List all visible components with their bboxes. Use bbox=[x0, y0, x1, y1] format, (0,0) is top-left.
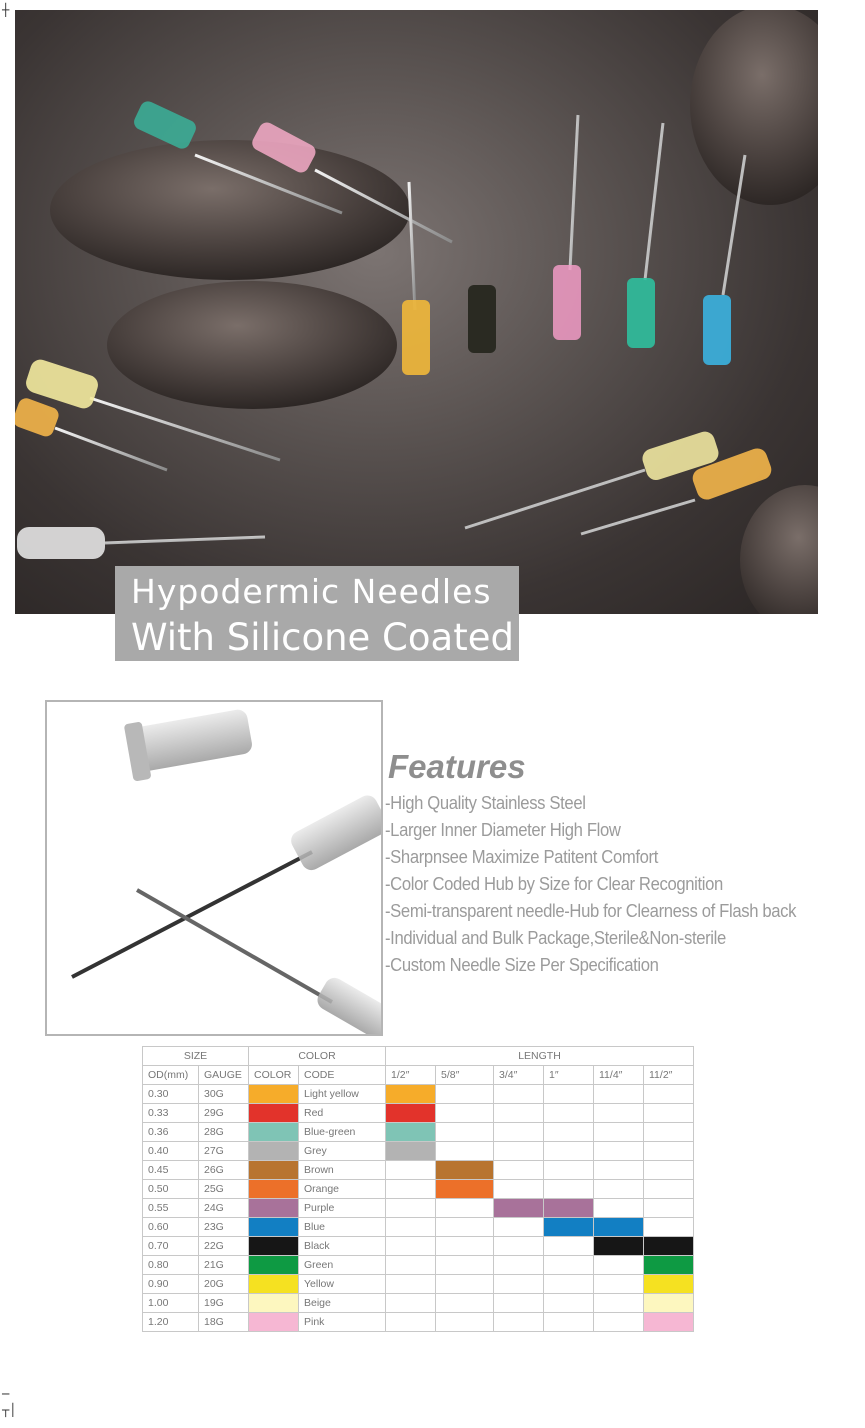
length-cell bbox=[436, 1275, 494, 1294]
table-row bbox=[143, 1256, 694, 1275]
color-code-cell: Orange bbox=[299, 1180, 386, 1199]
length-cell bbox=[594, 1161, 644, 1180]
color-swatch-cell bbox=[249, 1218, 299, 1237]
length-cell-filled bbox=[544, 1199, 594, 1218]
length-cell bbox=[494, 1085, 544, 1104]
product-title-line1: Hypodermic Needles bbox=[131, 572, 492, 611]
color-swatch-cell bbox=[249, 1237, 299, 1256]
color-swatch-cell bbox=[249, 1123, 299, 1142]
od-cell: 0.50 bbox=[143, 1180, 199, 1199]
column-header: 1″ bbox=[544, 1066, 594, 1085]
spec-table-body bbox=[143, 1085, 694, 1332]
table-row bbox=[143, 1104, 694, 1123]
length-cell bbox=[644, 1104, 694, 1123]
od-cell: 0.55 bbox=[143, 1199, 199, 1218]
length-cell bbox=[544, 1085, 594, 1104]
stone-middle bbox=[107, 281, 397, 409]
od-cell: 0.80 bbox=[143, 1256, 199, 1275]
length-cell bbox=[494, 1294, 544, 1313]
color-code-cell: Grey bbox=[299, 1142, 386, 1161]
length-cell bbox=[436, 1313, 494, 1332]
length-cell bbox=[494, 1142, 544, 1161]
color-swatch-cell bbox=[249, 1294, 299, 1313]
length-cell bbox=[544, 1294, 594, 1313]
length-cell bbox=[644, 1142, 694, 1161]
gauge-cell: 22G bbox=[199, 1237, 249, 1256]
needle-clear-shaft bbox=[105, 537, 265, 543]
length-cell bbox=[386, 1180, 436, 1199]
product-title-line2: With Silicone Coated bbox=[131, 616, 514, 659]
column-header: GAUGE bbox=[199, 1066, 249, 1085]
length-cell-filled bbox=[436, 1161, 494, 1180]
length-cell bbox=[594, 1180, 644, 1199]
color-code-cell: Green bbox=[299, 1256, 386, 1275]
color-code-cell: Red bbox=[299, 1104, 386, 1123]
length-cell bbox=[644, 1123, 694, 1142]
color-swatch-cell bbox=[249, 1085, 299, 1104]
length-cell bbox=[644, 1161, 694, 1180]
length-cell bbox=[544, 1104, 594, 1123]
table-row bbox=[143, 1142, 694, 1161]
feature-item: -High Quality Stainless Steel bbox=[385, 792, 586, 813]
column-header: 11/4″ bbox=[594, 1066, 644, 1085]
group-header-color: COLOR bbox=[249, 1047, 386, 1066]
table-row bbox=[143, 1275, 694, 1294]
gauge-cell: 18G bbox=[199, 1313, 249, 1332]
gauge-cell: 24G bbox=[199, 1199, 249, 1218]
length-cell bbox=[386, 1199, 436, 1218]
gauge-cell: 28G bbox=[199, 1123, 249, 1142]
features-list bbox=[385, 792, 842, 981]
feature-item: -Larger Inner Diameter High Flow bbox=[385, 819, 621, 840]
color-code-cell: Purple bbox=[299, 1199, 386, 1218]
length-cell bbox=[594, 1256, 644, 1275]
length-cell-filled bbox=[386, 1142, 436, 1161]
od-cell: 1.00 bbox=[143, 1294, 199, 1313]
feature-item: -Semi-transparent needle-Hub for Clearness of Flash back bbox=[385, 900, 797, 921]
table-row bbox=[143, 1218, 694, 1237]
length-cell bbox=[594, 1123, 644, 1142]
length-cell bbox=[594, 1275, 644, 1294]
gauge-cell: 30G bbox=[199, 1085, 249, 1104]
color-swatch-cell bbox=[249, 1180, 299, 1199]
group-header-length: LENGTH bbox=[386, 1047, 694, 1066]
table-row bbox=[143, 1313, 694, 1332]
length-cell bbox=[494, 1104, 544, 1123]
needle-closeup-illustration bbox=[47, 702, 381, 1034]
color-code-cell: Blue-green bbox=[299, 1123, 386, 1142]
table-row bbox=[143, 1085, 694, 1104]
length-cell bbox=[594, 1104, 644, 1123]
length-cell bbox=[436, 1294, 494, 1313]
length-cell bbox=[436, 1199, 494, 1218]
length-cell bbox=[436, 1256, 494, 1275]
color-swatch-cell bbox=[249, 1199, 299, 1218]
length-cell bbox=[544, 1180, 594, 1199]
length-cell bbox=[494, 1313, 544, 1332]
table-row bbox=[143, 1161, 694, 1180]
gauge-cell: 26G bbox=[199, 1161, 249, 1180]
hero-image bbox=[15, 10, 818, 614]
feature-item: -Sharpnsee Maximize Patitent Comfort bbox=[385, 846, 658, 867]
stone-top-left bbox=[50, 140, 410, 280]
length-cell bbox=[436, 1142, 494, 1161]
color-swatch-cell bbox=[249, 1313, 299, 1332]
od-cell: 0.30 bbox=[143, 1085, 199, 1104]
length-cell bbox=[644, 1180, 694, 1199]
gauge-cell: 27G bbox=[199, 1142, 249, 1161]
length-cell bbox=[386, 1218, 436, 1237]
color-swatch-cell bbox=[249, 1161, 299, 1180]
gauge-cell: 19G bbox=[199, 1294, 249, 1313]
table-row bbox=[143, 1180, 694, 1199]
gauge-cell: 21G bbox=[199, 1256, 249, 1275]
length-cell bbox=[494, 1218, 544, 1237]
spec-table bbox=[142, 1046, 694, 1332]
length-cell-filled bbox=[386, 1123, 436, 1142]
length-cell-filled bbox=[544, 1218, 594, 1237]
table-row bbox=[143, 1199, 694, 1218]
standing-needle-black bbox=[468, 120, 496, 353]
length-cell bbox=[494, 1123, 544, 1142]
color-swatch-cell bbox=[249, 1104, 299, 1123]
gauge-cell: 20G bbox=[199, 1275, 249, 1294]
length-cell-filled bbox=[644, 1275, 694, 1294]
column-header: CODE bbox=[299, 1066, 386, 1085]
length-cell bbox=[494, 1180, 544, 1199]
needle-orange-hub bbox=[15, 396, 61, 439]
length-cell bbox=[544, 1275, 594, 1294]
feature-item: -Individual and Bulk Package,Sterile&Non-sterile bbox=[385, 927, 726, 948]
color-code-cell: Pink bbox=[299, 1313, 386, 1332]
stone-bottom-right bbox=[740, 485, 818, 614]
column-header: 11/2″ bbox=[644, 1066, 694, 1085]
column-header: 1/2″ bbox=[386, 1066, 436, 1085]
od-cell: 0.33 bbox=[143, 1104, 199, 1123]
needle-orange-shaft bbox=[55, 428, 167, 470]
length-cell-filled bbox=[436, 1180, 494, 1199]
closeup-needle-2 bbox=[137, 890, 381, 1034]
gauge-cell: 29G bbox=[199, 1104, 249, 1123]
length-cell-filled bbox=[494, 1199, 544, 1218]
column-header: OD(mm) bbox=[143, 1066, 199, 1085]
table-row bbox=[143, 1294, 694, 1313]
length-cell bbox=[594, 1085, 644, 1104]
od-cell: 0.40 bbox=[143, 1142, 199, 1161]
length-cell-filled bbox=[644, 1237, 694, 1256]
table-group-header-row bbox=[143, 1047, 694, 1066]
length-cell bbox=[544, 1123, 594, 1142]
length-cell bbox=[644, 1085, 694, 1104]
length-cell bbox=[386, 1256, 436, 1275]
closeup-hub-top bbox=[124, 703, 255, 781]
length-cell bbox=[594, 1199, 644, 1218]
gauge-cell: 23G bbox=[199, 1218, 249, 1237]
length-cell-filled bbox=[644, 1294, 694, 1313]
color-code-cell: Black bbox=[299, 1237, 386, 1256]
length-cell bbox=[594, 1313, 644, 1332]
table-column-header-row bbox=[143, 1066, 694, 1085]
color-code-cell: Brown bbox=[299, 1161, 386, 1180]
color-swatch-cell bbox=[249, 1142, 299, 1161]
color-code-cell: Yellow bbox=[299, 1275, 386, 1294]
group-header-size: SIZE bbox=[143, 1047, 249, 1066]
length-cell bbox=[386, 1275, 436, 1294]
stone-top-right bbox=[690, 10, 818, 205]
length-cell bbox=[436, 1123, 494, 1142]
length-cell bbox=[544, 1256, 594, 1275]
od-cell: 0.70 bbox=[143, 1237, 199, 1256]
length-cell-filled bbox=[594, 1218, 644, 1237]
color-code-cell: Beige bbox=[299, 1294, 386, 1313]
hero-illustration bbox=[15, 10, 818, 614]
needle-clear-hub bbox=[17, 527, 105, 559]
crop-mark-bottom-left-2: ┬│ bbox=[2, 1403, 17, 1417]
od-cell: 0.90 bbox=[143, 1275, 199, 1294]
length-cell bbox=[544, 1142, 594, 1161]
feature-item: -Custom Needle Size Per Specification bbox=[385, 954, 659, 975]
length-cell bbox=[436, 1104, 494, 1123]
length-cell bbox=[494, 1161, 544, 1180]
length-cell bbox=[544, 1313, 594, 1332]
length-cell bbox=[544, 1161, 594, 1180]
length-cell bbox=[436, 1085, 494, 1104]
table-row bbox=[143, 1123, 694, 1142]
od-cell: 0.60 bbox=[143, 1218, 199, 1237]
od-cell: 1.20 bbox=[143, 1313, 199, 1332]
crop-mark-top-left: ┼ bbox=[2, 3, 10, 17]
length-cell bbox=[436, 1237, 494, 1256]
gauge-cell: 25G bbox=[199, 1180, 249, 1199]
closeup-needle-1 bbox=[72, 792, 381, 977]
length-cell bbox=[386, 1237, 436, 1256]
table-row bbox=[143, 1237, 694, 1256]
features-heading: Features bbox=[388, 748, 526, 785]
length-cell bbox=[644, 1218, 694, 1237]
length-cell-filled bbox=[386, 1104, 436, 1123]
length-cell bbox=[494, 1275, 544, 1294]
length-cell bbox=[594, 1142, 644, 1161]
length-cell-filled bbox=[644, 1313, 694, 1332]
length-cell bbox=[386, 1313, 436, 1332]
length-cell-filled bbox=[594, 1237, 644, 1256]
length-cell-filled bbox=[386, 1085, 436, 1104]
length-cell bbox=[436, 1218, 494, 1237]
column-header: COLOR bbox=[249, 1066, 299, 1085]
feature-item: -Color Coded Hub by Size for Clear Recognition bbox=[385, 873, 723, 894]
column-header: 5/8″ bbox=[436, 1066, 494, 1085]
length-cell bbox=[544, 1237, 594, 1256]
product-title-box bbox=[115, 566, 519, 661]
color-swatch-cell bbox=[249, 1256, 299, 1275]
od-cell: 0.45 bbox=[143, 1161, 199, 1180]
od-cell: 0.36 bbox=[143, 1123, 199, 1142]
color-code-cell: Blue bbox=[299, 1218, 386, 1237]
length-cell bbox=[494, 1237, 544, 1256]
needle-closeup-photo bbox=[45, 700, 383, 1036]
length-cell-filled bbox=[644, 1256, 694, 1275]
color-swatch-cell bbox=[249, 1275, 299, 1294]
length-cell bbox=[494, 1256, 544, 1275]
crop-mark-bottom-left: ─ bbox=[2, 1387, 10, 1401]
length-cell bbox=[644, 1199, 694, 1218]
length-cell bbox=[386, 1161, 436, 1180]
length-cell bbox=[594, 1294, 644, 1313]
column-header: 3/4″ bbox=[494, 1066, 544, 1085]
needle-green-hub bbox=[131, 99, 198, 152]
needle-orange2-shaft bbox=[581, 500, 695, 534]
needle-lightyellow2-shaft bbox=[465, 470, 645, 528]
standing-needle-green bbox=[627, 123, 663, 348]
length-cell bbox=[386, 1294, 436, 1313]
color-code-cell: Light yellow bbox=[299, 1085, 386, 1104]
standing-needle-pink bbox=[553, 115, 581, 340]
